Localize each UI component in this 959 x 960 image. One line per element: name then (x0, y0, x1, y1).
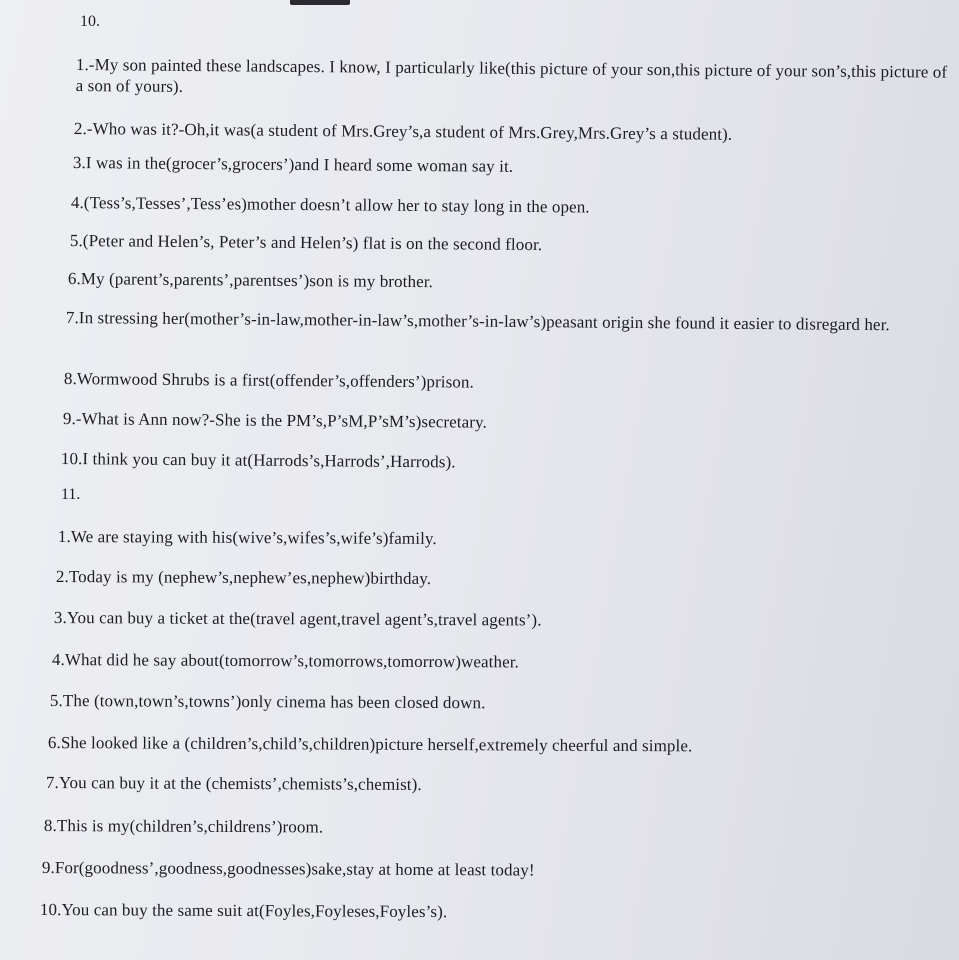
exercise-10-item-5: 5.(Peter and Helen’s, Peter’s and Helen’s) flat is on the second floor. (69, 230, 543, 255)
exercise-11-item-3: 3.You can buy a ticket at the(travel agent,travel agent’s,travel agents’). (53, 608, 542, 630)
exercise-11-item-4: 4.What did he say about(tomorrow’s,tomorrows,tomorrow)weather. (51, 650, 519, 672)
exercise-10-item-10: 10.I think you can buy it at(Harrods’s,Harrods’,Harrods). (60, 448, 456, 472)
exercise-10-item-4: 4.(Tess’s,Tesses’,Tess’es)mother doesn’t allow her to stay long in the open. (70, 192, 590, 217)
exercise-11-item-6: 6.She looked like a (children’s,child’s,children)picture herself,extremely cheerful and simple. (47, 733, 693, 756)
exercise-11-item-1: 1.We are staying with his(wive’s,wifes’s,wife’s)family. (57, 527, 437, 548)
exercise-10-item-6: 6.My (parent’s,parents’,parentses’)son is my brother. (67, 268, 434, 292)
exercise-11-item-9: 9.For(goodness’,goodness,goodnesses)sake,stay at home at least today! (41, 858, 535, 880)
exercise-10-item-9: 9.-What is Ann now?-She is the PM’s,P’sM,P’sM’s)secretary. (62, 408, 487, 432)
exercise-11-item-10: 10.You can buy the same suit at(Foyles,Foyleses,Foyles’s). (39, 900, 448, 922)
exercise-10-item-2: 2.-Who was it?-Oh,it was(a student of Mrs.Grey’s,a student of Mrs.Grey,Mrs.Grey’s a student). (73, 118, 733, 144)
cropped-text-fragment (290, 0, 350, 5)
exercise-10-item-3: 3.I was in the(grocer’s,grocers’)and I heard some woman say it. (72, 152, 514, 176)
exercise-11-item-5: 5.The (town,town’s,towns’)only cinema has been closed down. (49, 691, 486, 713)
exercise-10-item-8: 8.Wormwood Shrubs is a first(offender’s,offenders’)prison. (63, 368, 474, 392)
section-11-heading: 11. (61, 486, 81, 503)
exercise-11-item-7: 7.You can buy it at the (chemists’,chemists’s,chemist). (45, 773, 422, 794)
exercise-10-item-7: 7.In stressing her(mother’s-in-law,mother-in-law’s,mother’s-in-law’s)peasant origin she found it easier to disregard her. (65, 307, 890, 335)
exercise-10-item-1: 1.-My son painted these landscapes. I know, I particularly like(this picture of your son,this picture of your son’s,this picture of a son of yours). (75, 54, 948, 96)
section-10-heading: 10. (80, 13, 100, 30)
exercise-11-item-2: 2.Today is my (nephew’s,nephew’es,nephew)birthday. (55, 567, 432, 588)
exercise-11-item-8: 8.This is my(children’s,childrens’)room. (43, 816, 324, 837)
